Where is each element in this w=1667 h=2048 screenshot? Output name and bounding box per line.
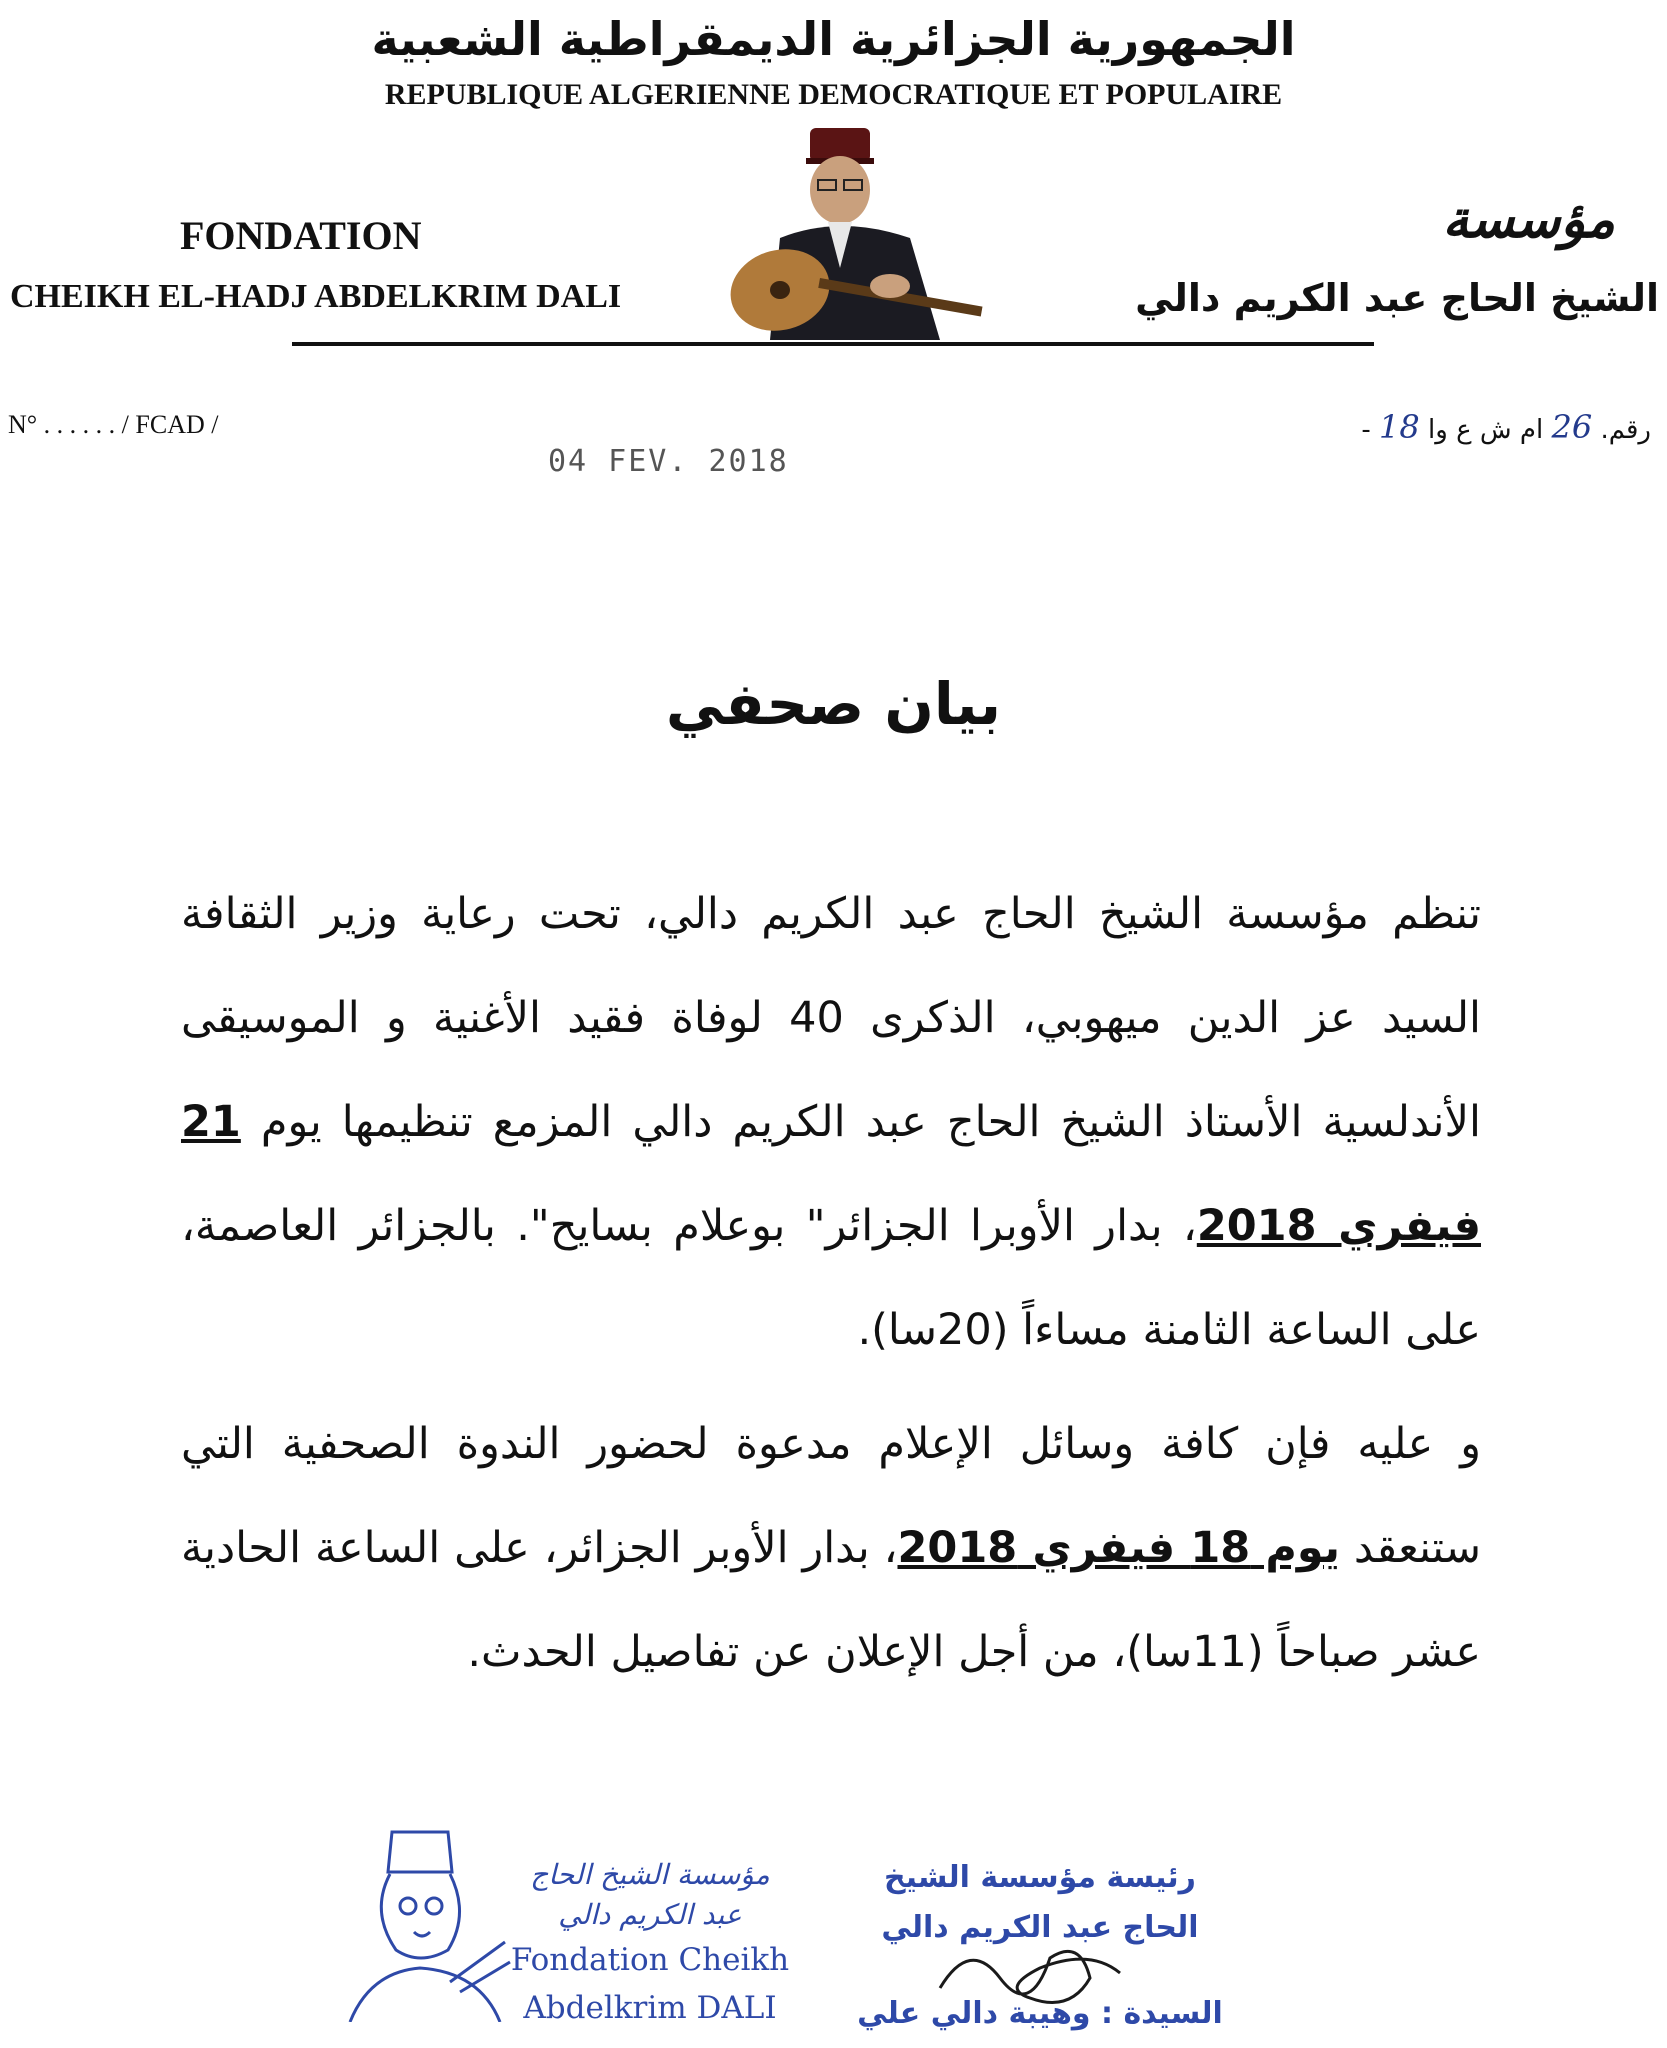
header-divider (292, 342, 1374, 346)
stamp-left-french-line-1: Fondation Cheikh (510, 1942, 790, 1978)
date-stamp: 04 FEV. 2018 (548, 444, 789, 479)
stamp-left-arabic-line-2: عبد الكريم دالي (558, 1898, 742, 1931)
reference-number-arabic (1361, 408, 1651, 446)
paragraph-2-text-a: و عليه فإن كافة وسائل الإعلام مدعوة لحضور الندوة الصحفية التي ستنعقد (181, 1419, 1481, 1573)
header-republic-arabic: الجمهورية الجزائرية الديمقراطية الشعبية (371, 12, 1296, 66)
musician-portrait-icon (700, 118, 1000, 340)
muassasa-name: الشيخ الحاج عبد الكريم دالي (1135, 276, 1659, 320)
signature-icon (930, 1918, 1130, 2028)
reference-number-french: N° . . . . . . / FCAD / (8, 410, 219, 439)
paragraph-1-text-a: تنظم مؤسسة الشيخ الحاج عبد الكريم دالي، تحت رعاية وزير الثقافة السيد عز الدين ميهوبي، الذكرى 40 لوفاة فقيد الأغنية و الموسيقى الأندلسية الأستاذ الشيخ الحاج عبد الكريم دالي المزمع تنظيمها يوم (181, 889, 1481, 1147)
stamp-right-line-1: رئيسة مؤسسة الشيخ (884, 1860, 1196, 1895)
stamp-left-french-line-2: Abdelkrim DALI (523, 1990, 777, 2026)
stamp-right-line-2: الحاج عبد الكريم دالي (881, 1910, 1199, 1945)
paragraph-1 (181, 862, 1481, 1382)
paragraph-2 (181, 1392, 1481, 1704)
paragraph-1-text-b: ، بدار الأوبرا الجزائر" بوعلام بسايح". بالجزائر العاصمة، على الساعة الثامنة مساءاً (20سا). (181, 1201, 1481, 1355)
fondation-name: CHEIKH EL-HADJ ABDELKRIM DALI (10, 278, 622, 315)
reference-handwritten-number: 26 (1551, 408, 1593, 446)
reference-code: ام ش ع وا (1428, 415, 1544, 445)
stamp-right-line-3: السيدة : وهيبة دالي علي (857, 1996, 1223, 2031)
reference-handwritten-year: 18 (1379, 408, 1420, 446)
paragraph-2-date: يوم 18 فيفري 2018 (897, 1523, 1341, 1573)
muassasa-label: مؤسسة (1442, 190, 1615, 250)
paragraph-2-text-b: ، بدار الأوبر الجزائر، على الساعة الحادية عشر صباحاً (11سا)، من أجل الإعلان عن تفاصيل الحدث. (181, 1523, 1481, 1677)
stamp-portrait-icon (330, 1822, 520, 2022)
press-release-title: بيان صحفي (665, 670, 1002, 738)
fondation-label: FONDATION (180, 213, 422, 258)
reference-label: رقم. (1600, 415, 1651, 445)
stamp-left-arabic-line-1: مؤسسة الشيخ الحاج (530, 1858, 770, 1891)
paragraph-1-date: 21 فيفري 2018 (181, 1097, 1481, 1251)
header-republic-french: REPUBLIQUE ALGERIENNE DEMOCRATIQUE ET POPULAIRE (384, 78, 1283, 111)
reference-dash: - (1361, 415, 1371, 445)
